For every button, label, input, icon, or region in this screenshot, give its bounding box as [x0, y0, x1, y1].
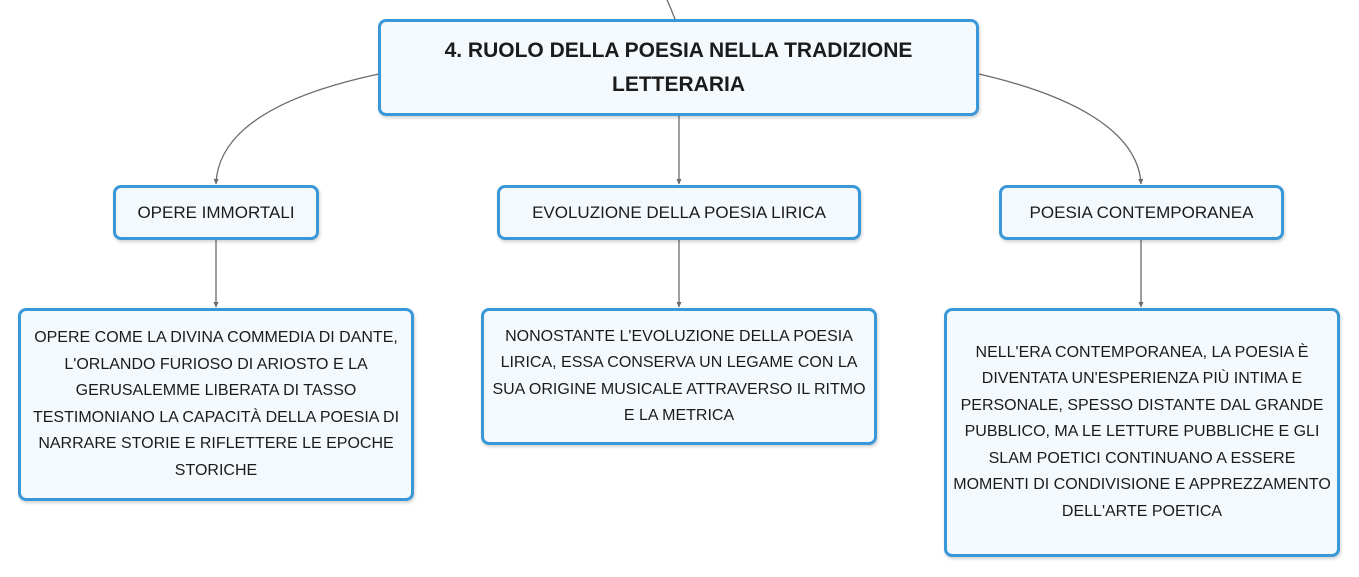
root-topic-node[interactable] — [378, 19, 979, 116]
branch-opere-immortali[interactable] — [113, 185, 319, 240]
detail-evoluzione-poesia-lirica[interactable] — [481, 308, 877, 445]
detail-text: NONOSTANTE L'EVOLUZIONE DELLA POESIA LIRICA, ESSA CONSERVA UN LEGAME CON LA SUA ORIGINE MUSICALE ATTRAVERSO IL RITMO E LA METRICA — [492, 327, 866, 424]
branch-label: OPERE IMMORTALI — [137, 202, 295, 222]
connector-root-to-poesia-contemporanea — [979, 74, 1141, 184]
incoming-connector — [667, 0, 675, 19]
detail-opere-immortali[interactable] — [18, 308, 414, 501]
branch-poesia-contemporanea[interactable] — [999, 185, 1284, 240]
connector-root-to-opere-immortali — [216, 74, 379, 184]
detail-text: OPERE COME LA DIVINA COMMEDIA DI DANTE, L'ORLANDO FURIOSO DI ARIOSTO E LA GERUSALEMME LIBERATA DI TASSO TESTIMONIANO LA CAPACITÀ DELLA POESIA DI NARRARE STORIE E RIFLETTERE LE EPOCHE STORICHE — [32, 329, 400, 479]
detail-poesia-contemporanea[interactable] — [944, 308, 1340, 557]
root-topic-title: 4. RUOLO DELLA POESIA NELLA TRADIZIONE LETTERARIA — [444, 38, 913, 96]
branch-label: POESIA CONTEMPORANEA — [1029, 202, 1254, 222]
branch-label: EVOLUZIONE DELLA POESIA LIRICA — [532, 202, 826, 222]
detail-text: NELL'ERA CONTEMPORANEA, LA POESIA È DIVENTATA UN'ESPERIENZA PIÙ INTIMA E PERSONALE, SPESSO DISTANTE DAL GRANDE PUBBLICO, MA LE LETTURE PUBBLICHE E GLI SLAM POETICI CONTINUANO A ESSERE MOMENTI DI CONDIVISIONE E APPREZZAMENTO DELL'ARTE POETICA — [953, 343, 1331, 520]
branch-evoluzione-poesia-lirica[interactable] — [497, 185, 861, 240]
